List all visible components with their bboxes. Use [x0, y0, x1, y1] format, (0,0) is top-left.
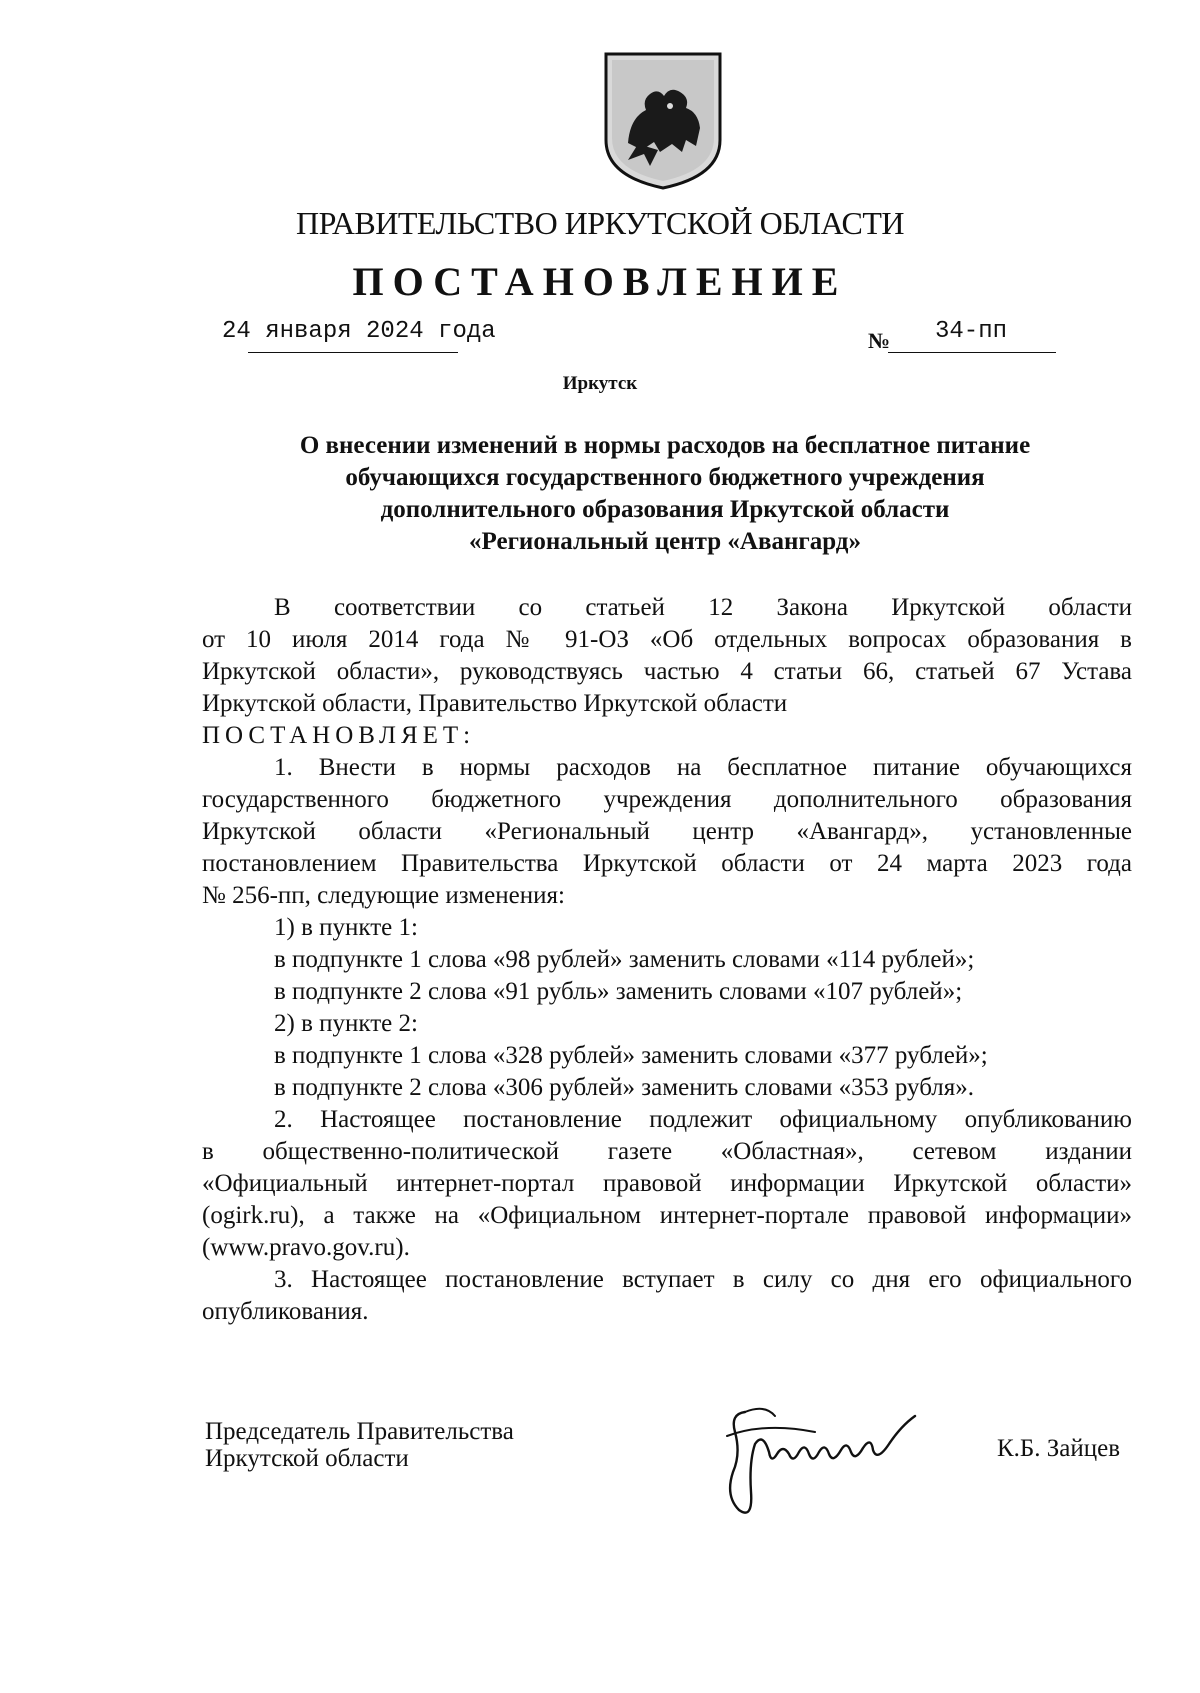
item-3-line: 3. Настоящее постановление вступает в силу со дня его официального [274, 1266, 1132, 1293]
item-1-line: № 256-пп, следующие изменения: [202, 882, 565, 909]
coat-of-arms-emblem [598, 48, 728, 193]
signatory-position [205, 1418, 514, 1472]
item-1-line: государственного бюджетного учреждения дополнительного образования [202, 786, 1132, 813]
handwritten-signature [705, 1392, 935, 1532]
document-number: 34-пп [935, 318, 1008, 345]
preamble-line: от 10 июля 2014 года № 91-ОЗ «Об отдельных вопросах образования в [202, 626, 1132, 653]
item-2-line: (www.pravo.gov.ru). [202, 1234, 410, 1261]
item-1-line: 1. Внести в нормы расходов на бесплатное питание обучающихся [274, 754, 1132, 781]
item-2-line: в общественно-политической газете «Областная», сетевом издании [202, 1138, 1132, 1165]
subitem-line: в подпункте 2 слова «91 рубль» заменить словами «107 рублей»; [274, 978, 963, 1005]
position-line: Председатель Правительства [205, 1418, 514, 1445]
item-1-line: постановлением Правительства Иркутской области от 24 марта 2023 года [202, 850, 1132, 877]
document-type: ПОСТАНОВЛЕНИЕ [352, 259, 848, 304]
preamble-line: Иркутской области, Правительство Иркутской области [202, 690, 788, 717]
number-underline [888, 352, 1056, 353]
heading-line: дополнительного образования Иркутской области [380, 496, 950, 523]
document-heading [200, 430, 1130, 558]
preamble-line: В соответствии со статьей 12 Закона Иркутской области [274, 594, 1132, 621]
document-body [202, 592, 1132, 1328]
heading-line: «Региональный центр «Авангард» [469, 528, 861, 555]
signatory-name: К.Б. Зайцев [997, 1435, 1121, 1462]
preamble-line: Иркутской области», руководствуясь частью 4 статьи 66, статьей 67 Устава [202, 658, 1132, 685]
resolution-word: ПОСТАНОВЛЯЕТ: [202, 722, 476, 749]
government-name: ПРАВИТЕЛЬСТВО ИРКУТСКОЙ ОБЛАСТИ [296, 205, 904, 241]
number-label: № [868, 328, 891, 353]
position-line: Иркутской области [205, 1445, 409, 1472]
city: Иркутск [562, 373, 638, 394]
date-underline [248, 352, 458, 353]
item-2-line: 2. Настоящее постановление подлежит официальному опубликованию [274, 1106, 1132, 1133]
subitem-line: в подпункте 1 слова «98 рублей» заменить словами «114 рублей»; [274, 946, 975, 973]
heading-line: О внесении изменений в нормы расходов на бесплатное питание [299, 432, 1031, 459]
item-1-line: Иркутской области «Региональный центр «Авангард», установленные [202, 818, 1132, 845]
subitem-line: в подпункте 1 слова «328 рублей» заменить словами «377 рублей»; [274, 1042, 988, 1069]
document-date: 24 января 2024 года [222, 318, 496, 345]
subitem-line: 2) в пункте 2: [274, 1010, 418, 1037]
item-2-line: (ogirk.ru), а также на «Официальном интернет-портале правовой информации» [202, 1202, 1132, 1229]
item-3-line: опубликования. [202, 1298, 369, 1325]
subitem-line: в подпункте 2 слова «306 рублей» заменить словами «353 рубля». [274, 1074, 975, 1101]
heading-line: обучающихся государственного бюджетного учреждения [345, 464, 985, 491]
subitem-line: 1) в пункте 1: [274, 914, 418, 941]
item-2-line: «Официальный интернет-портал правовой информации Иркутской области» [202, 1170, 1132, 1197]
